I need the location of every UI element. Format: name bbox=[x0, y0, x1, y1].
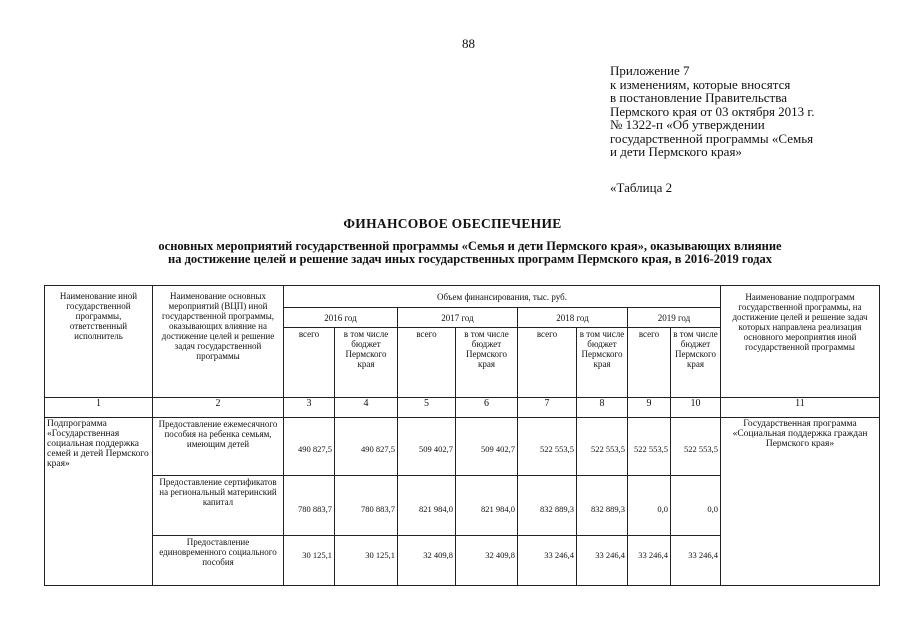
header-total-2018: всего bbox=[518, 328, 577, 398]
value-cell: 832 889,3 bbox=[577, 476, 628, 536]
page-number: 88 bbox=[462, 36, 475, 51]
header-budget-2016: в том числе бюджет Пермского края bbox=[335, 328, 398, 398]
value-cell: 832 889,3 bbox=[518, 476, 577, 536]
value-cell: 33 246,4 bbox=[577, 536, 628, 586]
value-cell: 33 246,4 bbox=[671, 536, 721, 586]
value-cell: 0,0 bbox=[671, 476, 721, 536]
value-cell: 509 402,7 bbox=[398, 418, 456, 476]
column-numbers-row bbox=[45, 398, 880, 418]
header-total-2016: всего bbox=[284, 328, 335, 398]
header-year-2017: 2017 год bbox=[398, 308, 518, 328]
header-year-2019: 2019 год bbox=[628, 308, 721, 328]
col-number: 8 bbox=[577, 398, 628, 418]
header-row bbox=[45, 286, 880, 308]
value-cell: 821 984,0 bbox=[456, 476, 518, 536]
value-cell: 522 553,5 bbox=[518, 418, 577, 476]
header-year-2016: 2016 год bbox=[284, 308, 398, 328]
appendix-line: государственной программы «Семья bbox=[610, 130, 814, 146]
value-cell: 30 125,1 bbox=[335, 536, 398, 586]
header-event-name: Наименование основных мероприятий (ВЦП) иной государственной программы, оказывающих влияние на достижение целей и решение задач государственной программы bbox=[153, 286, 284, 398]
value-cell: 30 125,1 bbox=[284, 536, 335, 586]
value-cell: 522 553,5 bbox=[671, 418, 721, 476]
header-total-2017: всего bbox=[398, 328, 456, 398]
gov-program-cell: Государственная программа «Социальная поддержка граждан Пермского края» bbox=[721, 418, 880, 586]
header-budget-2019: в том числе бюджет Пермского края bbox=[671, 328, 721, 398]
header-total-2019: всего bbox=[628, 328, 671, 398]
col-number: 7 bbox=[518, 398, 577, 418]
event-name-cell: Предоставление сертификатов на региональный материнский капитал bbox=[153, 476, 284, 536]
header-budget-2017: в том числе бюджет Пермского края bbox=[456, 328, 518, 398]
value-cell: 490 827,5 bbox=[335, 418, 398, 476]
value-cell: 32 409,8 bbox=[398, 536, 456, 586]
appendix-note bbox=[610, 64, 815, 159]
col-number: 1 bbox=[45, 398, 153, 418]
subtitle-line: основных мероприятий государственной программы «Семья и дети Пермского края», оказывающих влияние bbox=[158, 239, 782, 253]
col-number: 2 bbox=[153, 398, 284, 418]
appendix-line: № 1322-п «Об утверждении bbox=[610, 117, 765, 132]
col-number: 6 bbox=[456, 398, 518, 418]
value-cell: 522 553,5 bbox=[628, 418, 671, 476]
document-subtitle bbox=[60, 240, 880, 266]
value-cell: 780 883,7 bbox=[335, 476, 398, 536]
value-cell: 32 409,8 bbox=[456, 536, 518, 586]
document-title: ФИНАНСОВОЕ ОБЕСПЕЧЕНИЕ bbox=[343, 216, 562, 231]
value-cell: 509 402,7 bbox=[456, 418, 518, 476]
header-subprogram: Наименование подпрограмм государственной программы, на достижение целей и решение задач которых направлена реализация основного мероприятия иной государственной программы bbox=[721, 286, 880, 398]
event-name-cell: Предоставление ежемесячного пособия на ребенка семьям, имеющим детей bbox=[153, 418, 284, 476]
appendix-line: в постановление Правительства bbox=[610, 90, 787, 105]
col-number: 9 bbox=[628, 398, 671, 418]
funding-table bbox=[44, 285, 880, 586]
value-cell: 821 984,0 bbox=[398, 476, 456, 536]
header-year-2018: 2018 год bbox=[518, 308, 628, 328]
col-number: 10 bbox=[671, 398, 721, 418]
value-cell: 33 246,4 bbox=[518, 536, 577, 586]
header-funding: Объем финансирования, тыс. руб. bbox=[284, 286, 721, 308]
appendix-line: и дети Пермского края» bbox=[610, 144, 742, 159]
subprogram-cell: Подпрограмма «Государственная социальная поддержка семей и детей Пермского края» bbox=[45, 418, 153, 586]
event-name-cell: Предоставление единовременного социального пособия bbox=[153, 536, 284, 586]
col-number: 5 bbox=[398, 398, 456, 418]
subtitle-line: на достижение целей и решение задач иных государственных программ Пермского края, в 2016-2019 годах bbox=[168, 252, 772, 266]
col-number: 11 bbox=[721, 398, 880, 418]
header-budget-2018: в том числе бюджет Пермского края bbox=[577, 328, 628, 398]
value-cell: 490 827,5 bbox=[284, 418, 335, 476]
appendix-line: к изменениям, которые вносятся bbox=[610, 76, 791, 92]
table-row bbox=[45, 418, 880, 476]
header-program-name: Наименование иной государственной программы, ответственный исполнитель bbox=[45, 286, 153, 398]
col-number: 3 bbox=[284, 398, 335, 418]
table-label: «Таблица 2 bbox=[610, 180, 673, 195]
appendix-line: Пермского края от 03 октября 2013 г. bbox=[610, 103, 815, 119]
col-number: 4 bbox=[335, 398, 398, 418]
value-cell: 0,0 bbox=[628, 476, 671, 536]
value-cell: 33 246,4 bbox=[628, 536, 671, 586]
appendix-line: Приложение 7 bbox=[610, 63, 690, 78]
value-cell: 522 553,5 bbox=[577, 418, 628, 476]
value-cell: 780 883,7 bbox=[284, 476, 335, 536]
